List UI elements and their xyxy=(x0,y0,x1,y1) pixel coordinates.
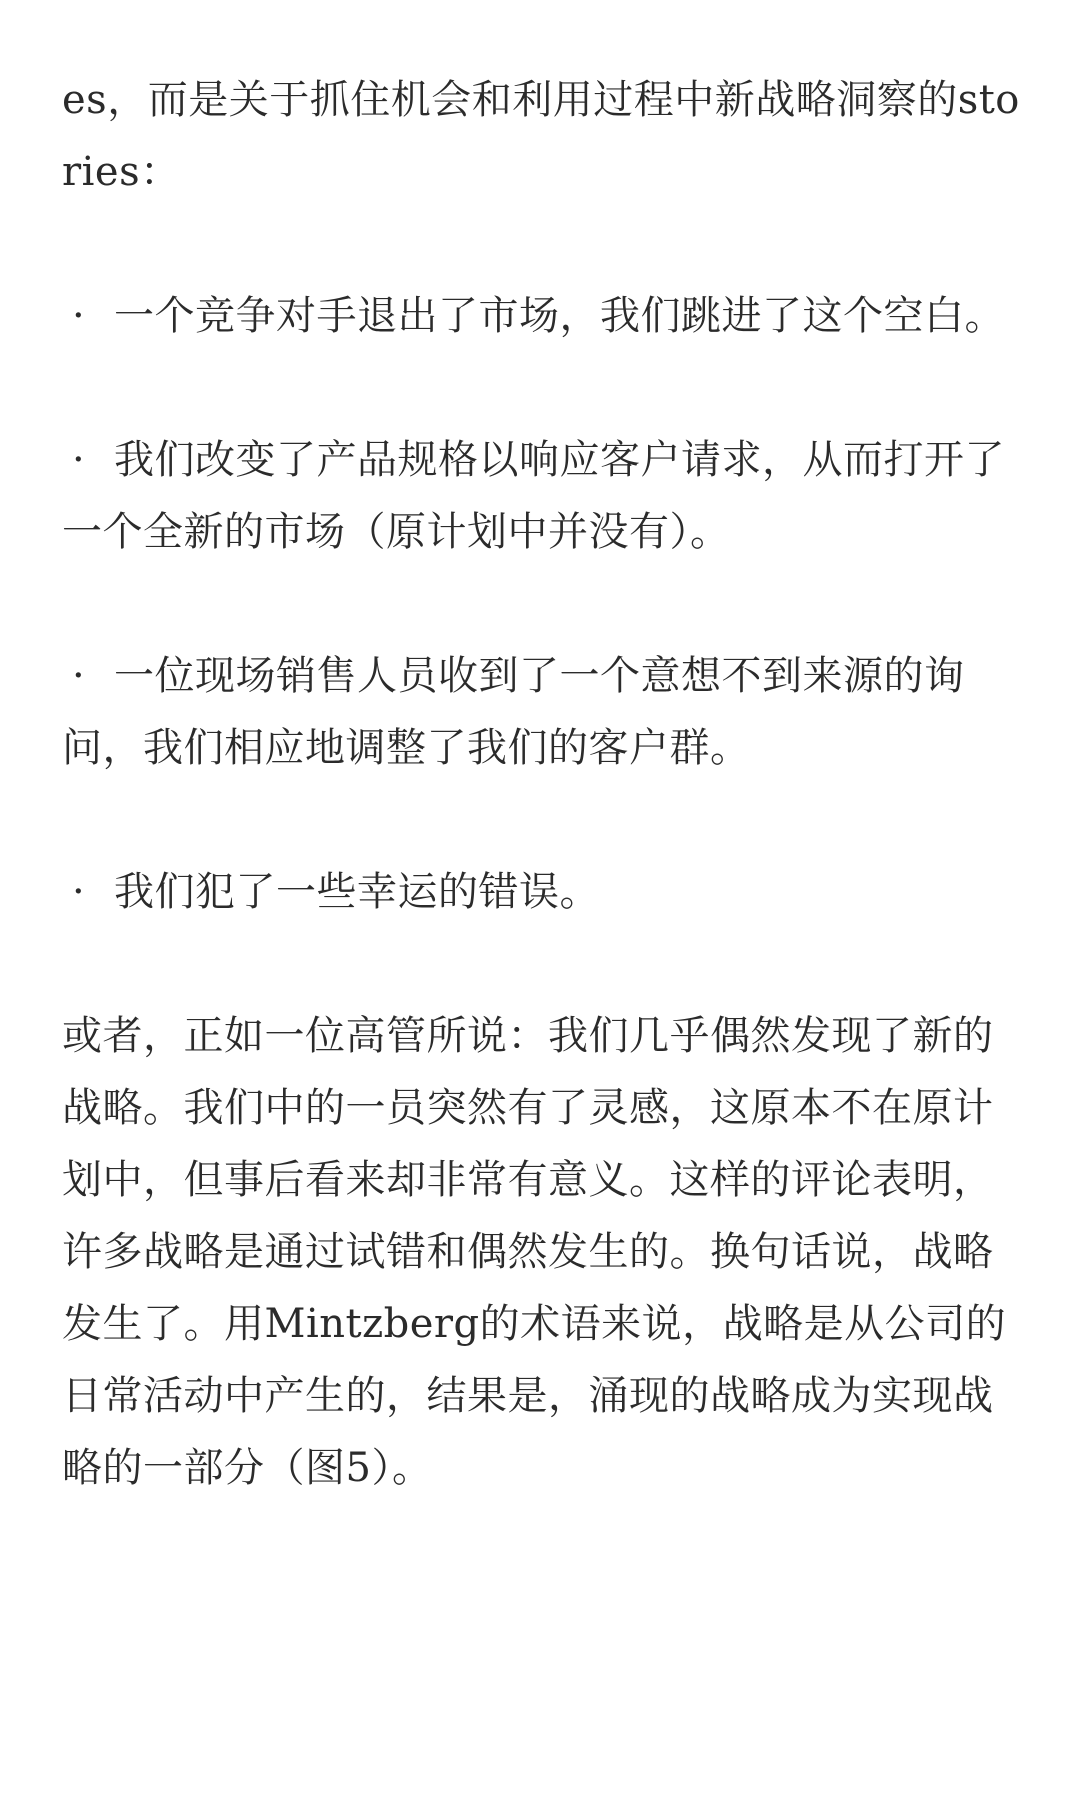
intro-paragraph: es，而是关于抓住机会和利用过程中新战略洞察的stories： xyxy=(62,77,1020,195)
bullet-dot: · xyxy=(72,869,86,915)
bullet-item xyxy=(62,856,1022,928)
bullet-dot: · xyxy=(72,293,86,339)
article-body xyxy=(62,64,1022,1504)
bullet-text: 我们改变了产品规格以响应客户请求，从而打开了一个全新的市场（原计划中并没有）。 xyxy=(62,437,1005,555)
bullet-text: 我们犯了一些幸运的错误。 xyxy=(114,869,600,915)
bullet-dot: · xyxy=(72,437,86,483)
spacer xyxy=(62,784,1022,856)
bullet-text: 一位现场销售人员收到了一个意想不到来源的询问，我们相应地调整了我们的客户群。 xyxy=(62,653,965,771)
bullet-text: 一个竞争对手退出了市场，我们跳进了这个空白。 xyxy=(114,293,1005,339)
spacer xyxy=(62,208,1022,280)
spacer xyxy=(62,352,1022,424)
bullet-item xyxy=(62,424,1022,568)
closing-paragraph: 或者，正如一位高管所说：我们几乎偶然发现了新的战略。我们中的一员突然有了灵感，这原本不在原计划中，但事后看来却非常有意义。这样的评论表明，许多战略是通过试错和偶然发生的。换句话说，战略发生了。用Mintzberg的术语来说，战略是从公司的日常活动中产生的，结果是，涌现的战略成为实现战略的一部分（图5）。 xyxy=(62,1013,1007,1491)
bullet-item xyxy=(62,280,1022,352)
bullet-item xyxy=(62,640,1022,784)
bullet-dot: · xyxy=(72,653,86,699)
spacer xyxy=(62,928,1022,1000)
spacer xyxy=(62,568,1022,640)
